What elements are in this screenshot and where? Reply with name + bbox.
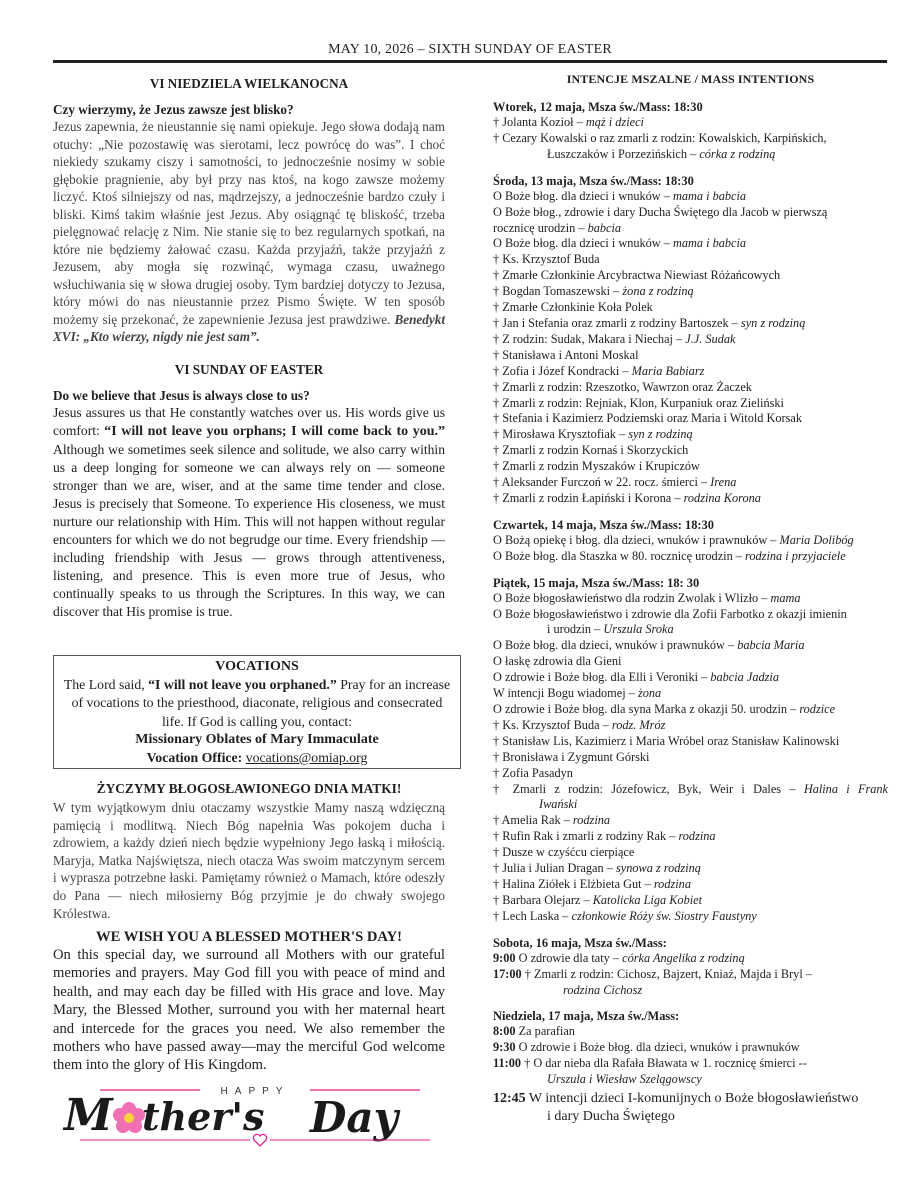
happy-mothers-day-logo <box>60 1080 455 1160</box>
english-reflection-text-1: Jesus assures us that He constantly watches over us. His words give us comfort: <box>53 404 445 438</box>
mass-intentions-title: INTENCJE MSZALNE / MASS INTENTIONS <box>566 72 815 86</box>
header-rule <box>53 60 887 63</box>
bulletin-header: MAY 10, 2026 – SIXTH SUNDAY OF EASTER <box>328 42 612 57</box>
day-heading-sunday: Niedziela, 17 maja, Msza św./Mass: <box>493 1009 680 1024</box>
intention-line: O zdrowie i Boże błog. dla Elli i Veroniki – babcia Jadzia <box>493 670 779 685</box>
day-heading-tuesday: Wtorek, 12 maja, Msza św./Mass: 18:30 <box>493 100 703 114</box>
intention-line: Iwański <box>539 797 578 812</box>
intention-line: † Amelia Rak – rodzina <box>493 813 611 828</box>
left-column <box>53 72 445 621</box>
logo-happy: HAPPY <box>220 1086 290 1097</box>
intention-line: O Boże błog. dla Staszka w 80. rocznicę urodzin – rodzina i przyjaciele <box>493 548 846 563</box>
intention-line: † Zofia Pasadyn <box>493 765 573 780</box>
mass-intentions-column <box>493 72 888 1125</box>
intention-line: † Bogdan Tomaszewski – żona z rodziną <box>493 284 694 299</box>
vocations-office-label: Vocation Office: <box>146 750 243 766</box>
vocations-box <box>53 655 461 769</box>
intention-line: † Jan i Stefania oraz zmarli z rodziny Bartoszek – syn z rodziną <box>493 315 806 330</box>
english-reflection-title: VI SUNDAY OF EASTER <box>174 361 324 377</box>
intention-line: † Ks. Krzysztof Buda <box>493 252 600 267</box>
intention-line: † Zmarli z rodzin: Rejniak, Klon, Kurpaniuk oraz Zieliński <box>493 395 784 410</box>
intention-line: † Z rodzin: Sudak, Makara i Niechaj – J.J. Sudak <box>493 331 736 346</box>
intention-line: † Bronisława i Zygmunt Górski <box>493 749 650 764</box>
intention-line: † Dusze w czyśćcu cierpiące <box>493 845 635 860</box>
intention-line: † Cezary Kowalski o raz zmarli z rodzin: Kowalskich, Karpińskich, <box>493 130 827 145</box>
intention-line: † Stefania i Kazimierz Podziemski oraz Maria i Witold Korsak <box>493 411 803 426</box>
intention-line: O Boże błogosławieństwo i zdrowie dla Zofii Farbotko z okazji imienin <box>493 606 847 621</box>
intention-line: † Zmarłe Członkinie Arcybractwa Niewiast Różańcowych <box>493 268 781 283</box>
vocations-title: VOCATIONS <box>215 659 299 674</box>
intention-line: O zdrowie i Boże błog. dla syna Marka z okazji 50. urodzin – rodzice <box>493 702 836 716</box>
intention-line: † Zmarli z rodzin Myszaków i Krupiczów <box>493 459 700 474</box>
day-heading-friday: Piątek, 15 maja, Msza św./Mass: 18: 30 <box>493 575 700 590</box>
intention-line: O łaskę zdrowia dla Gieni <box>493 654 622 669</box>
intention-line: † Zofia i Józef Kondracki – Maria Babiarz <box>493 363 705 378</box>
vocations-office <box>60 749 454 767</box>
day-heading-saturday: Sobota, 16 maja, Msza św./Mass: <box>493 935 667 950</box>
polish-reflection-text: Jezus zapewnia, że nieustannie się nami opiekuje. Jego słowa dodają nam otuchy: „Nie pozostawię was sierotami, lecz powrócę do was”. I choć niekiedy szukamy ciszy i samotności, to jednocześnie nosimy w sobie głębokie pragnienie, aby był przy nas ktoś, na kogo zawsze możemy liczyć. Ktoś silniejszy od nas, mądrzejszy, a jednocześnie bardzo czuły i bliski. Kimś takim właśnie jest Jezus. Aby osiągnąć tę bliskość, trzeba pielęgnować relację z Nim. Nie stanie się to bez regularnych spotkań, na które nie będziemy żałować czasu. Każda przyjaźń, także przyjaźń z Jezusem, aby mogła się rozwinąć, wymaga czasu, uważnego wsłuchiwania się w słowa drugiej osoby. Tym bardziej dotyczy to Jezusa, który mówi do nas nieustannie przez Pismo Święte. W ten sposób możemy się przekonać, że zapewnienie Jezusa jest prawdziwe. <box>53 119 445 327</box>
logo-day: Day <box>310 1093 399 1142</box>
intention-line: † Zmarłe Członkinie Koła Polek <box>493 300 653 315</box>
intention-line: † Zmarli z rodzin Łapiński i Korona – rodzina Korona <box>493 490 761 505</box>
intention-line: † Julia i Julian Dragan – synowa z rodziną <box>493 861 701 876</box>
english-reflection-text-2: Although we sometimes seek silence and solitude, we also carry within us a deep longing for someone we can always rely on — someone stronger than we are, wiser, and at the same time tender and close. Jesus is precisely that Someone. To experience His closeness, we must nurture our relationship with Him. This will not happen without regular encounters for which we do not begrudge our time. Every friendship — including friendship with Jesus — grows through attentiveness, listening, and presence. This is even more true of Jesus, who continually speaks to us through the Scriptures. In this way, we can discover that His promise is true. <box>53 441 445 619</box>
english-reflection-quote: “I will not leave you orphans; I will come back to you.” <box>104 423 445 439</box>
intention-line: Urszula i Wiesław Szelągowscy <box>547 1072 702 1087</box>
intention-line: i urodzin – Urszula Sroka <box>547 622 674 637</box>
intention-line: † Ks. Krzysztof Buda – rodz. Mróz <box>493 717 666 732</box>
intention-line: O Boże błogosławieństwo dla rodzin Zwolak i Wlizło – mama <box>493 590 801 605</box>
english-reflection-body <box>53 404 445 621</box>
intention-line: O Boże błog. dla dzieci i wnuków – mama i babcia <box>493 188 747 203</box>
intention-line: † Zmarli z rodzin: Rzeszotko, Wawrzon oraz Żaczek <box>493 379 752 394</box>
intention-line: † Stanisława i Antoni Moskal <box>493 347 639 362</box>
vocations-org: Missionary Oblates of Mary Immaculate <box>135 731 379 747</box>
polish-reflection-question: Czy wierzymy, że Jezus zawsze jest blisko? <box>53 102 294 117</box>
intention-line: † Halina Ziółek i Elżbieta Gut – rodzina <box>493 876 691 891</box>
vocations-lead: The Lord said, <box>63 677 145 693</box>
mothers-day-pl-body: W tym wyjątkowym dniu otaczamy wszystkie Mamy naszą wdzięczną pamięcią i modlitwą. Niech Bóg napełnia Was pokojem ducha i zdrowiem, a każdy dzień niech będzie wypełniony Jego łaską i miłością. Maryja, Matka Najświętsza, niech otacza Was swoim matczynym sercem i wyprasza potrzebne łaski. Pamiętamy również o Mamach, które odeszły do Pana — niech miłosierny Bóg przyjmie je do chwały swojego Królestwa. <box>53 800 445 921</box>
polish-reflection-body <box>53 118 445 346</box>
mothers-day-pl-title: ŻYCZYMY BŁOGOSŁAWIONEGO DNIA MATKI! <box>96 781 402 796</box>
day-heading-thursday: Czwartek, 14 maja, Msza św./Mass: 18:30 <box>493 517 714 532</box>
intention-line: O Boże błog., zdrowie i dary Ducha Świętego dla Jacob w pierwszą <box>493 204 828 219</box>
intention-line: i dary Ducha Świętego <box>547 1108 675 1124</box>
flower-icon <box>113 1102 145 1133</box>
intention-line: 11:00 † O dar nieba dla Rafała Bławata w 1. rocznicę śmierci -- <box>493 1056 807 1071</box>
logo-m: M <box>64 1090 113 1141</box>
mothers-day-en-body: On this special day, we surround all Mothers with our grateful memories and prayers. May God fill you with peace of mind and health, and may each day be filled with His grace and love. May Mary, the Blessed Mother, surround you with her maternal heart and intercede for the graces you need. We also remember the mothers who have passed away—may the merciful God welcome them into the glory of His Kingdom. <box>53 947 445 1074</box>
intention-line: † Rufin Rak i zmarli z rodziny Rak – rodzina <box>493 829 716 844</box>
intention-line: 9:00 O zdrowie dla taty – córka Angelika z rodziną <box>493 950 745 965</box>
intention-line: rodzina Cichosz <box>563 982 643 997</box>
intention-line: 9:30 O zdrowie i Boże błog. dla dzieci, wnuków i prawnuków <box>493 1040 800 1055</box>
intention-line: † Barbara Olejarz – Katolicka Liga Kobiet <box>493 892 703 907</box>
polish-reflection-title: VI NIEDZIELA WIELKANOCNA <box>149 76 349 91</box>
intention-line: † Stanisław Lis, Kazimierz i Maria Wróbel oraz Stanisław Kalinowski <box>493 733 840 748</box>
vocations-text <box>60 676 454 731</box>
intention-line: † Aleksander Furczoń w 22. rocz. śmierci – Irena <box>493 475 737 490</box>
intention-line: † Zmarli z rodzin Kornaś i Skorzyckich <box>493 443 689 458</box>
vocations-email-link[interactable]: vocations@omiap.org <box>245 750 368 766</box>
polish-reflection-signature: Benedykt XVI: „Kto wierzy, nigdy nie jest sam”. <box>53 311 445 344</box>
intention-line: † Jolanta Kozioł – mąż i dzieci <box>493 115 644 129</box>
intention-line: † Mirosława Krysztofiak – syn z rodziną <box>493 427 693 442</box>
vocations-quote: “I will not leave you orphaned.” <box>148 677 337 693</box>
logo-thers: ther's <box>142 1094 265 1139</box>
intention-line: O Boże błog. dla dzieci i wnuków – mama i babcia <box>493 236 747 251</box>
intention-line: Łuszczaków i Porzezińskich – córka z rodziną <box>547 146 776 161</box>
day-heading-wednesday: Środa, 13 maja, Msza św./Mass: 18:30 <box>493 173 694 188</box>
intention-line: 8:00 Za parafian <box>493 1024 575 1039</box>
mothers-day-en-title: WE WISH YOU A BLESSED MOTHER'S DAY! <box>95 929 402 945</box>
intention-line: 17:00 † Zmarli z rodzin: Cichosz, Bajzert, Kniaź, Majda i Bryl – <box>493 966 812 981</box>
vocations-body: Pray for an increase of vocations to the priesthood, diaconate, religious and consecrated life. If God is calling you, contact: <box>71 677 451 729</box>
intention-line: † Zmarli z rodzin: Józefowicz, Byk, Weir i Dales – Halina i Frank <box>493 781 889 796</box>
intention-line: † Lech Laska – członkowie Róży św. Siostry Faustyny <box>493 908 757 923</box>
intention-line: O Bożą opiekę i błog. dla dzieci, wnuków i prawnuków – Maria Dolibóg <box>493 532 854 547</box>
english-reflection-question: Do we believe that Jesus is always close to us? <box>53 387 310 403</box>
intention-line: 12:45 W intencji dzieci I-komunijnych o Boże błogosławieństwo <box>493 1091 859 1107</box>
intention-line: O Boże błog. dla dzieci, wnuków i prawnuków – babcia Maria <box>493 638 805 653</box>
intention-line: rocznicę urodzin – babcia <box>493 220 622 235</box>
intention-line: W intencji Bogu wiadomej – żona <box>493 686 662 701</box>
